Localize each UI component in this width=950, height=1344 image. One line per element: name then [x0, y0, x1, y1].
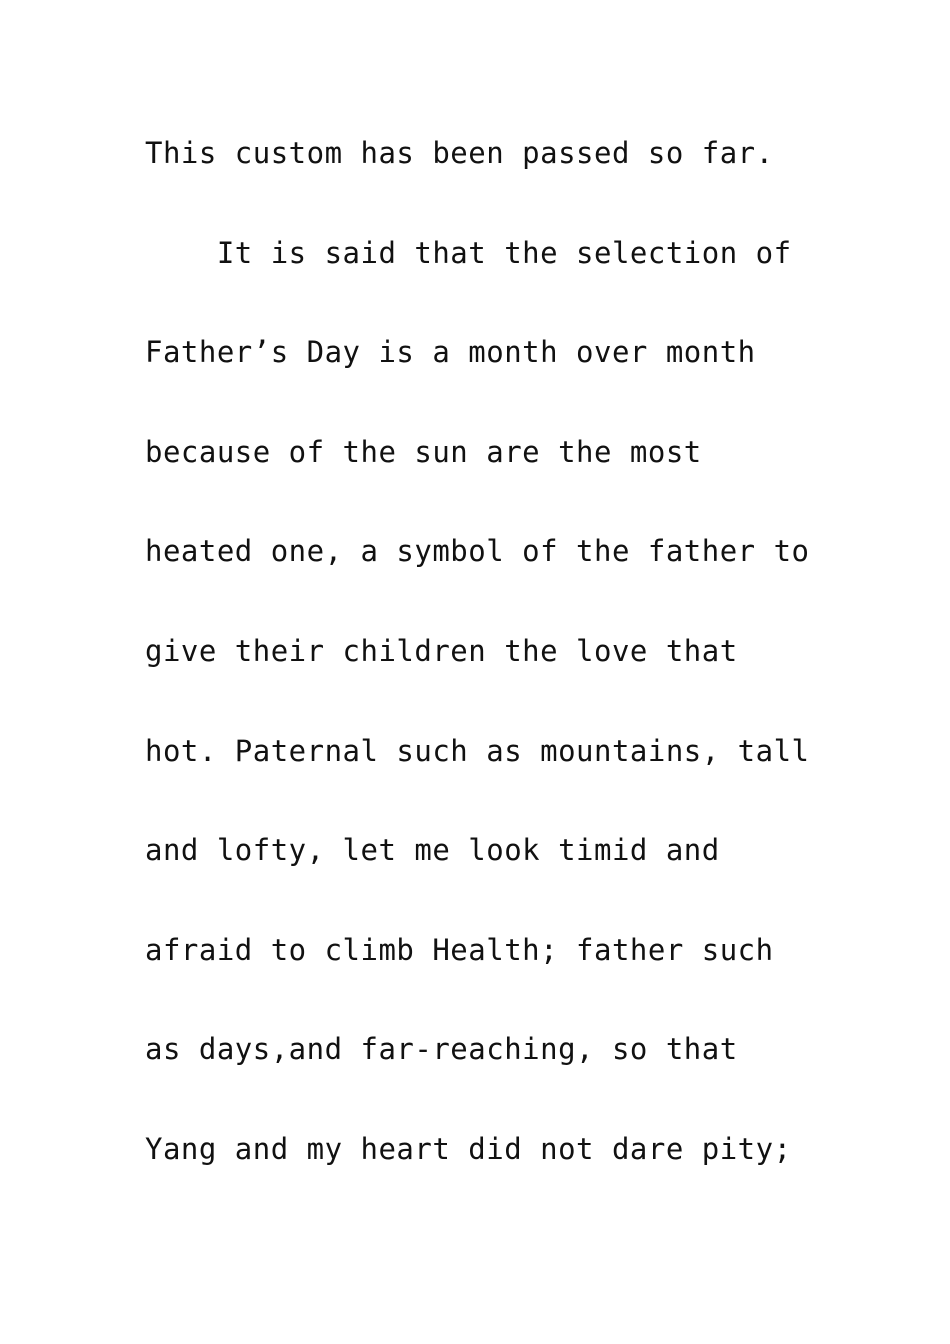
- text-line: Father’s Day is a month over month: [145, 335, 756, 370]
- text-line: hot. Paternal such as mountains, tall: [145, 733, 810, 768]
- text-line: give their children the love that: [145, 633, 738, 668]
- text-line: and lofty, let me look timid and: [145, 833, 720, 868]
- text-line: It is said that the selection of: [145, 235, 792, 270]
- text-line: because of the sun are the most: [145, 434, 702, 469]
- text-line: afraid to climb Health; father such: [145, 932, 774, 967]
- text-line: as days,and far-reaching, so that: [145, 1032, 738, 1067]
- text-line: This custom has been passed so far.: [145, 136, 774, 170]
- text-line: heated one, a symbol of the father to: [145, 534, 810, 569]
- body-text: [145, 128, 865, 1224]
- text-line: Yang and my heart did not dare pity;: [145, 1131, 792, 1166]
